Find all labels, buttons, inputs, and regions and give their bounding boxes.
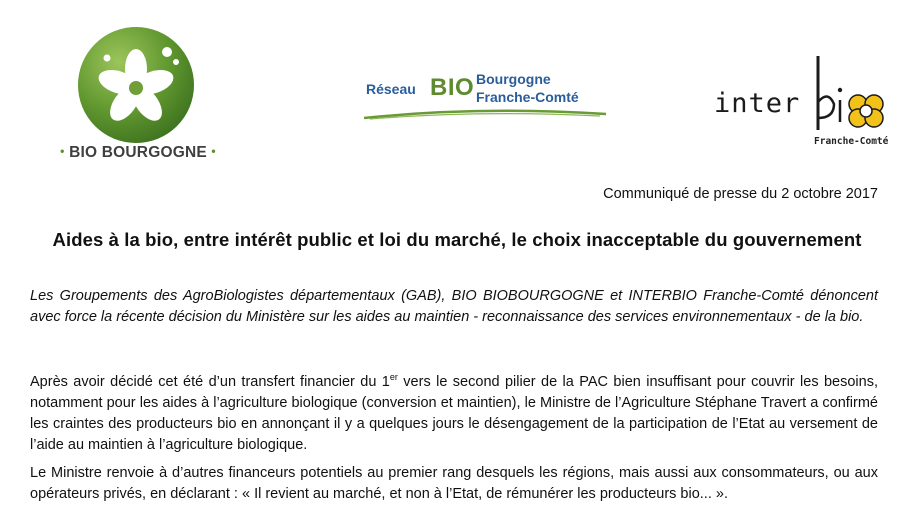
paragraph-1-start: Après avoir décidé cet été d’un transfert financier du 1: [30, 373, 390, 390]
interbio-logo: [714, 52, 894, 152]
reseau-bio-logo: [360, 68, 610, 124]
intro-paragraph: Les Groupements des AgroBiologistes départementaux (GAB), BIO BIOBOURGOGNE et INTERBIO Franche-Comté dénoncent avec force la récente décision du Ministère sur les aides au maintien - reconnaissance des services environnementaux - de la bio.: [30, 287, 878, 325]
bullet-right: •: [211, 144, 216, 158]
reseau-region-line1: Bourgogne: [476, 71, 551, 87]
reseau-bio-word: BIO: [430, 74, 475, 101]
bio-bourgogne-caption: BIO BOURGOGNE: [69, 144, 207, 161]
interbio-inter-word: inter: [714, 88, 801, 119]
swoosh-icon: [360, 106, 610, 122]
paragraph-1: [30, 372, 878, 456]
paragraph-1-superscript: er: [389, 371, 398, 382]
reseau-word: Réseau: [366, 81, 416, 97]
reseau-region: [476, 70, 579, 106]
reseau-region-line2: Franche-Comté: [476, 89, 579, 105]
paragraph-1-end: vers le second pilier de la PAC bien insuffisant pour couvrir les besoins, notamment pour les aides à l’agriculture biologique (conversion et maintien), le Ministre de l’Agriculture Stéphane Travert a confirmé les craintes des producteurs bio en annonçant il y a quelques jours le désengagement de la participation de l’Etat au versement de l’aide au maintien à l’agriculture biologique.: [30, 373, 878, 453]
flower-logo-icon: [77, 26, 195, 144]
interbio-subtitle: Franche-Comté: [814, 136, 889, 147]
interbio-bio-mark: [810, 52, 890, 136]
bio-bourgogne-logo: [44, 26, 232, 166]
paragraph-2: Le Ministre renvoie à d’autres financeurs potentiels au premier rang desquels les régions, mais aussi aux consommateurs, ou aux opérateurs privés, en déclarant : « Il revient au marché, et non à l’Etat, de rémunérer les producteurs bio... ».: [30, 464, 878, 502]
bullet-left: •: [60, 144, 65, 158]
press-release-date: Communiqué de presse du 2 octobre 2017: [603, 186, 878, 202]
page-title: Aides à la bio, entre intérêt public et loi du marché, le choix inacceptable du gouvernement: [52, 229, 862, 250]
